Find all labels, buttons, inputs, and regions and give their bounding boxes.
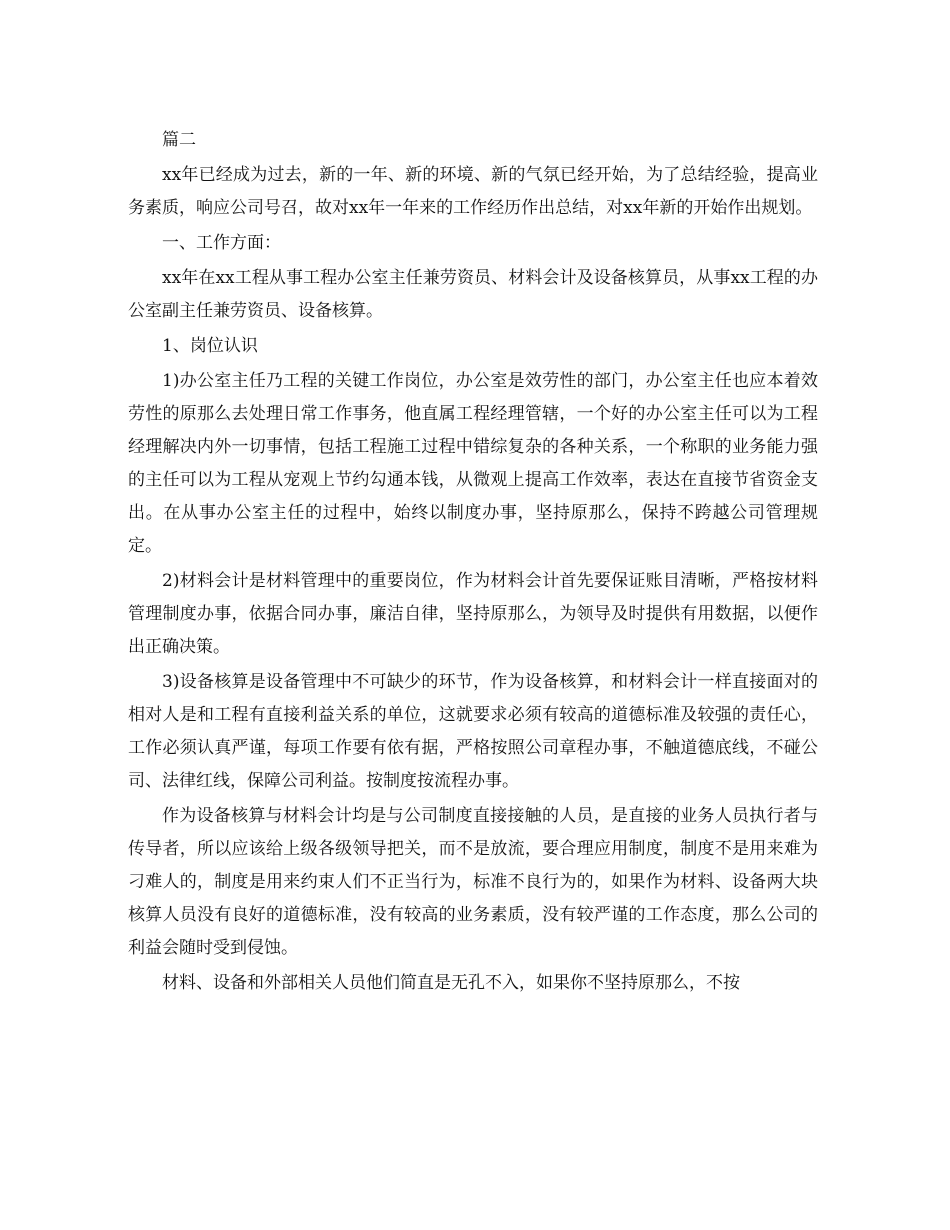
paragraph: 2)材料会计是材料管理中的重要岗位，作为材料会计首先要保证账目清晰，严格按材料管理制度办事，依据合同办事，廉洁自律，坚持原那么，为领导及时提供有用数据，以便作出正确决策。 — [128, 571, 818, 657]
paragraph: xx年在xx工程从事工程办公室主任兼劳资员、材料会计及设备核算员，从事xx工程的办公室副主任兼劳资员、设备核算。 — [128, 268, 818, 321]
paragraph: 作为设备核算与材料会计均是与公司制度直接接触的人员，是直接的业务人员执行者与传导者，所以应该给上级各级领导把关，而不是放流，要合理应用制度，制度不是用来难为刁难人的，制度是用来约束人们不正当行为，标准不良行为的，如果作为材料、设备两大块核算人员没有良好的道德标准，没有较高的业务素质，没有较严谨的工作态度，那么公司的利益会随时受到侵蚀。 — [128, 806, 818, 958]
section-heading: 篇二 — [162, 130, 196, 150]
paragraph: 3)设备核算是设备管理中不可缺少的环节，作为设备核算，和材料会计一样直接面对的相对人是和工程有直接利益关系的单位，这就要求必须有较高的道德标准及较强的责任心，工作必须认真严谨，每项工作要有依有据，严格按照公司章程办事，不触道德底线，不碰公司、法律红线，保障公司利益。按制度按流程办事。 — [128, 672, 818, 791]
document-body — [128, 124, 818, 1002]
paragraph: 材料、设备和外部相关人员他们简直是无孔不入，如果你不坚持原那么，不按 — [162, 973, 740, 993]
subheading: 1、岗位认识 — [162, 336, 258, 356]
subheading: 一、工作方面： — [162, 233, 281, 253]
paragraph: xx年已经成为过去，新的一年、新的环境、新的气氛已经开始，为了总结经验，提高业务素质，响应公司号召，故对xx年一年来的工作经历作出总结，对xx年新的开始作出规划。 — [128, 165, 818, 218]
paragraph: 1)办公室主任乃工程的关键工作岗位，办公室是效劳性的部门，办公室主任也应本着效劳性的原那么去处理日常工作事务，他直属工程经理管辖，一个好的办公室主任可以为工程经理解决内外一切事情，包括工程施工过程中错综复杂的各种关系，一个称职的业务能力强的主任可以为工程从宠观上节约勾通本钱，从微观上提高工作效率，表达在直接节省资金支出。在从事办公室主任的过程中，始终以制度办事，坚持原那么，保持不跨越公司管理规定。 — [128, 371, 818, 556]
